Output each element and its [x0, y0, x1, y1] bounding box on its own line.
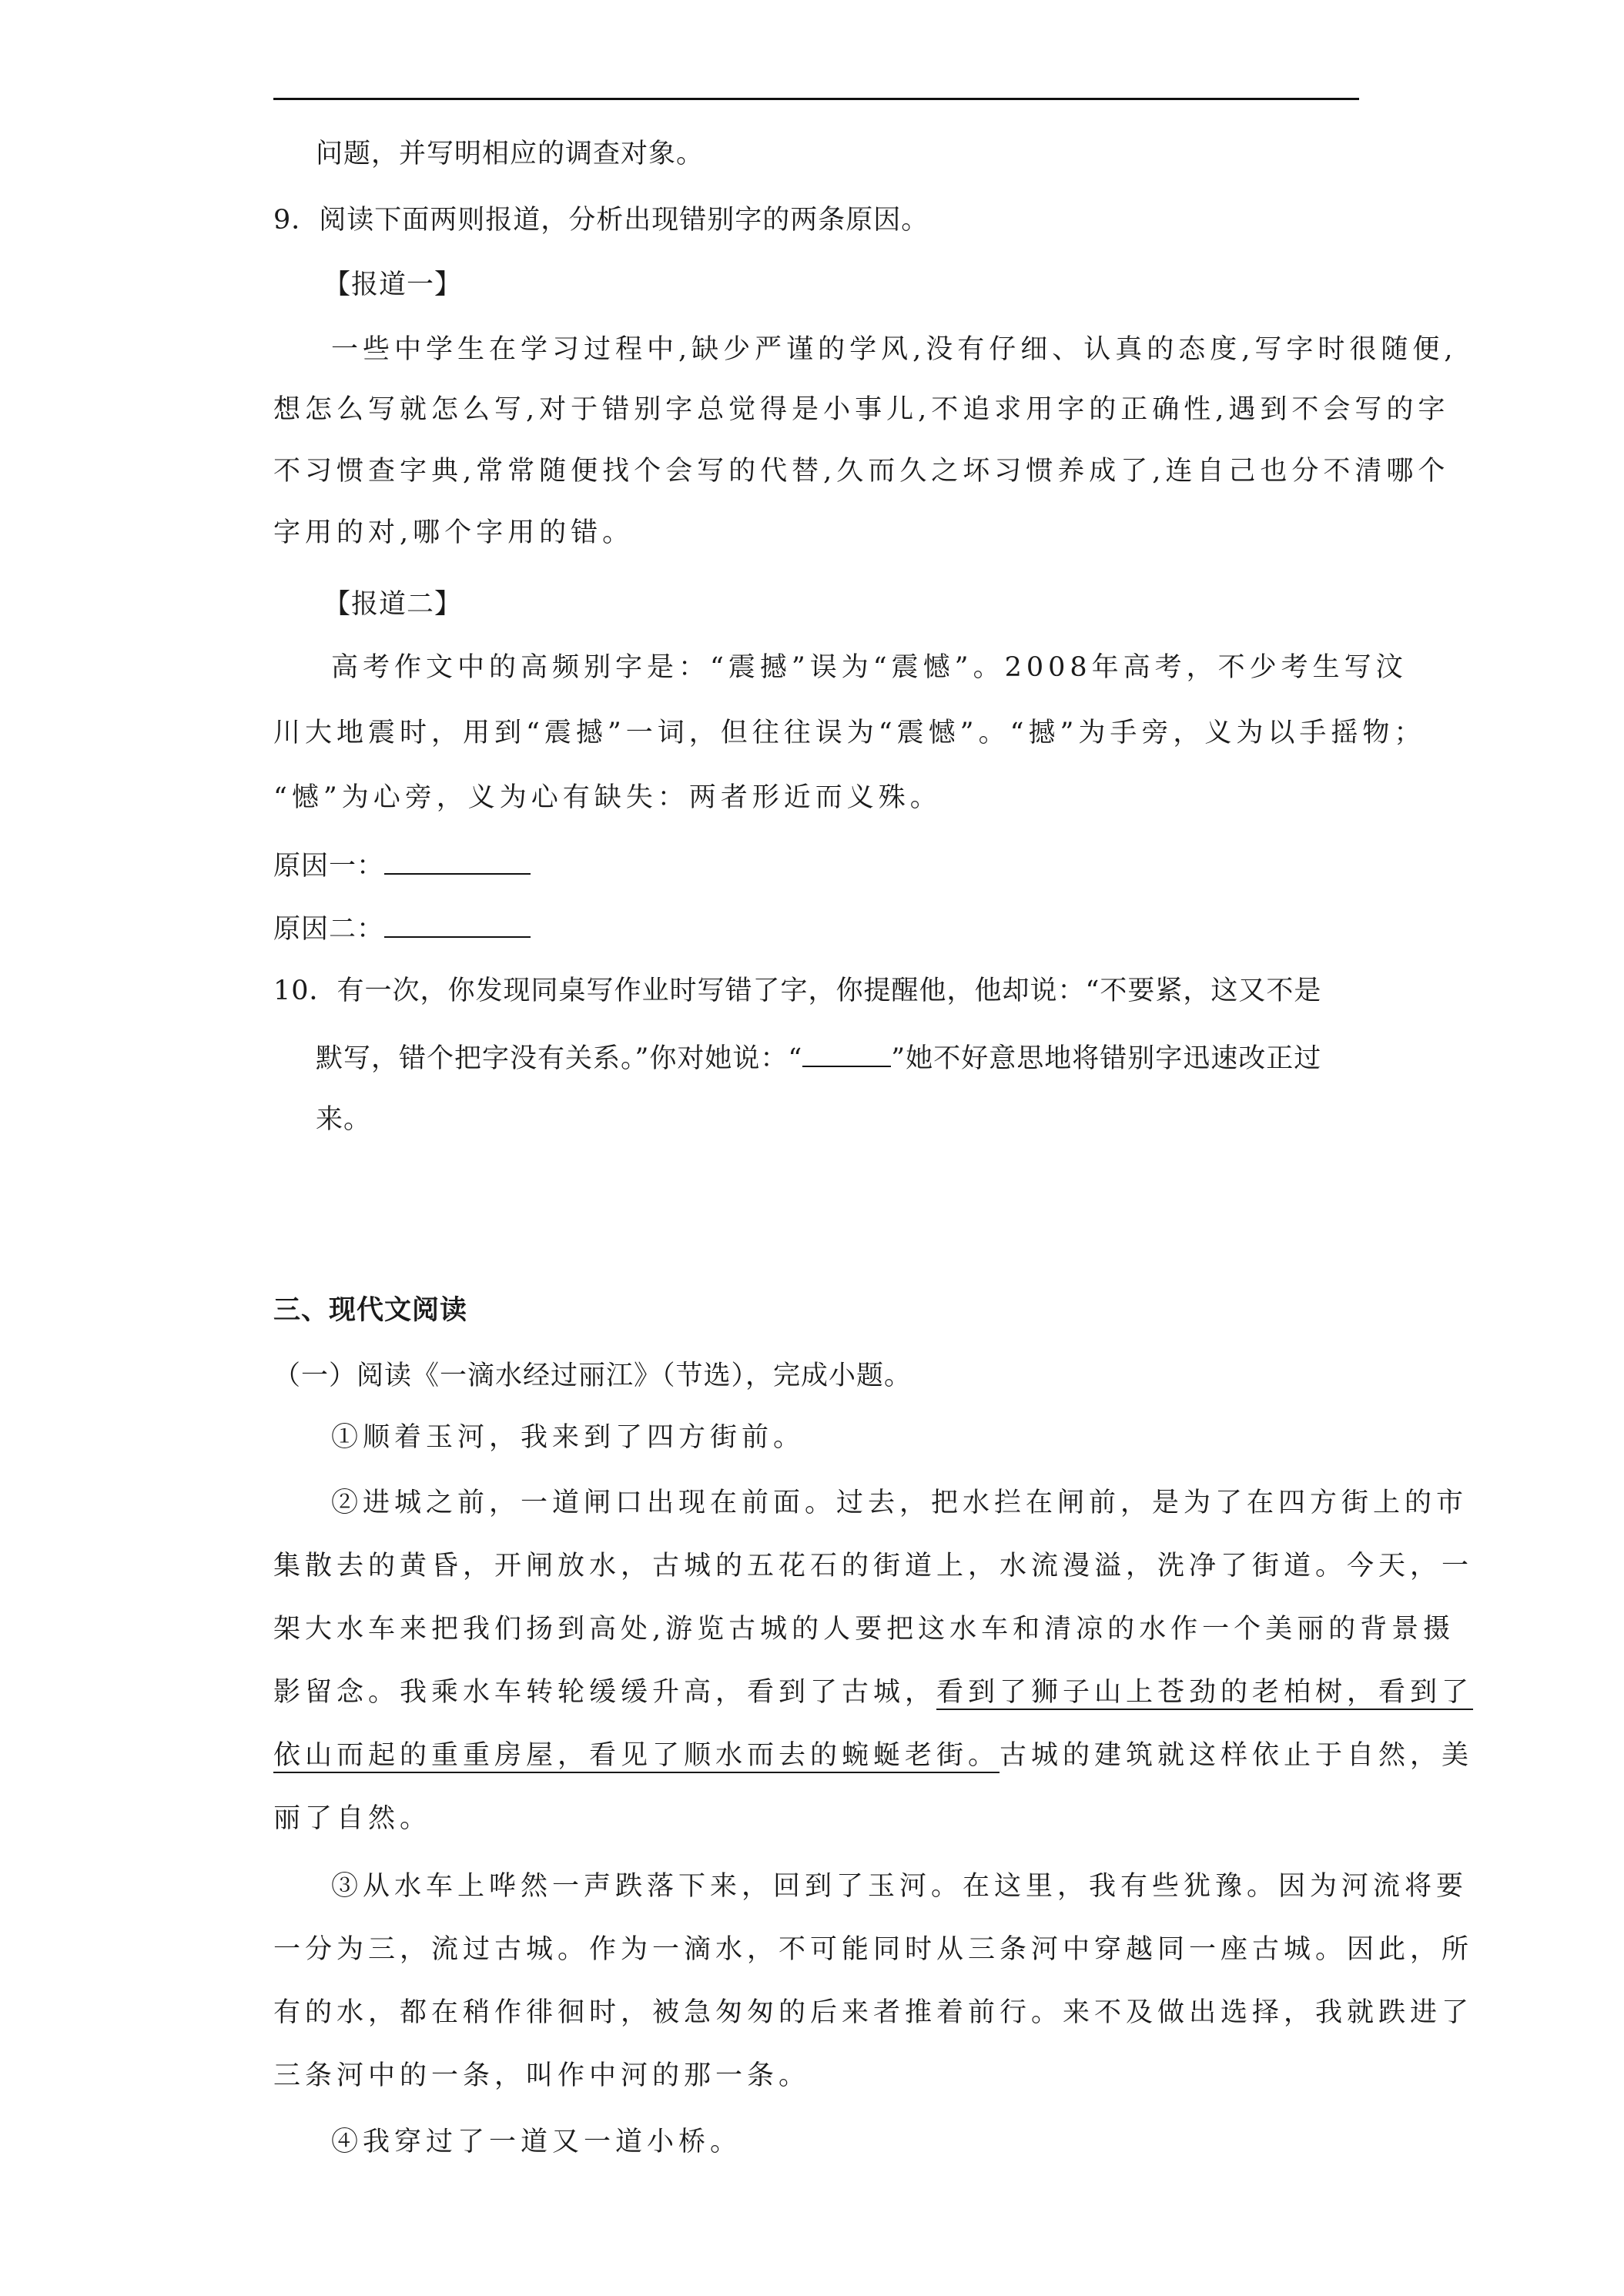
q10-line2-b: ”她不好意思地将错别字迅速改正过 — [891, 1043, 1322, 1074]
passage-p3-line: 三条河中的一条，叫作中河的那一条。 — [273, 2060, 811, 2091]
q9-stem: 9．阅读下面两则报道，分析出现错别字的两条原因。 — [273, 205, 929, 236]
passage-p2-line: 架大水车来把我们扬到高处,游览古城的人要把这水车和清凉的水作一个美丽的背景摄 — [273, 1614, 1455, 1645]
report1-title: 【报道一】 — [323, 269, 463, 300]
q10-line2 — [316, 1039, 1321, 1076]
passage-p2-line — [273, 1739, 1473, 1772]
q8-tail: 问题，并写明相应的调查对象。 — [316, 139, 705, 169]
passage-p2-line: ②进城之前，一道闸口出现在前面。过去，把水拦在闸前，是为了在四方街上的市 — [331, 1488, 1468, 1518]
reason2-label: 原因二： — [273, 914, 385, 945]
report2-line: 高考作文中的高频别字是：“震撼”误为“震憾”。2008年高考，不少考生写汶 — [331, 652, 1408, 683]
q10-blank[interactable] — [802, 1039, 891, 1067]
underlined-sentence: 看到了狮子山上苍劲的老柏树，看到了 — [936, 1677, 1474, 1708]
passage-p3-line: 一分为三，流过古城。作为一滴水，不可能同时从三条河中穿越同一座古城。因此，所 — [273, 1934, 1474, 1965]
passage-p3-line: 有的水，都在稍作徘徊时，被急匆匆的后来者推着前行。来不及做出选择，我就跌进了 — [273, 1997, 1474, 2028]
section3-title: 三、现代文阅读 — [273, 1295, 468, 1326]
reason2 — [273, 910, 531, 946]
reason1 — [273, 847, 531, 883]
reason2-blank[interactable] — [384, 910, 531, 938]
passage-p2-text: 古城的建筑就这样依止于自然，美 — [1000, 1740, 1474, 1771]
report1-line: 不习惯查字典,常常随便找个会写的代替,久而久之坏习惯养成了,连自己也分不清哪个 — [273, 456, 1450, 487]
underlined-sentence: 依山而起的重重房屋，看见了顺水而去的蜿蜒老街。 — [273, 1740, 1000, 1771]
q10-line3: 来。 — [316, 1104, 372, 1135]
report2-line: 川大地震时，用到“震撼”一词，但往往误为“震憾”。“撼”为手旁，义为以手摇物； — [273, 718, 1426, 748]
passage-p2-line: 丽了自然。 — [273, 1803, 432, 1834]
q10-line2-a: 默写，错个把字没有关系。”你对她说：“ — [316, 1043, 803, 1074]
passage-p4: ④我穿过了一道又一道小桥。 — [331, 2127, 742, 2157]
report2-title: 【报道二】 — [323, 589, 463, 620]
passage-p2-line: 集散去的黄昏，开闸放水，古城的五花石的街道上，水流漫溢，洗净了街道。今天，一 — [273, 1551, 1474, 1581]
reason1-blank[interactable] — [384, 847, 531, 875]
reason1-label: 原因一： — [273, 851, 385, 882]
report1-line: 想怎么写就怎么写,对于错别字总觉得是小事儿,不追求用字的正确性,遇到不会写的字 — [273, 394, 1450, 425]
passage-p1: ①顺着玉河，我来到了四方街前。 — [331, 1422, 805, 1453]
passage-p2-text: 影留念。我乘水车转轮缓缓升高，看到了古城， — [273, 1677, 937, 1708]
report1-line: 字用的对,哪个字用的错。 — [273, 517, 635, 548]
passage-p3-line: ③从水车上哗然一声跌落下来，回到了玉河。在这里，我有些犹豫。因为河流将要 — [331, 1871, 1468, 1902]
report1-line: 一些中学生在学习过程中,缺少严谨的学风,没有仔细、认真的态度,写字时很随便, — [331, 334, 1458, 365]
section3-intro: （一）阅读《一滴水经过丽江》（节选），完成小题。 — [273, 1361, 912, 1391]
report2-line: “憾”为心旁，义为心有缺失：两者形近而义殊。 — [273, 782, 942, 813]
header-rule — [273, 98, 1359, 100]
passage-p2-line — [273, 1675, 1473, 1709]
q10-line1: 10．有一次，你发现同桌写作业时写错了字，你提醒他，他却说：“不要紧，这又不是 — [273, 976, 1322, 1006]
